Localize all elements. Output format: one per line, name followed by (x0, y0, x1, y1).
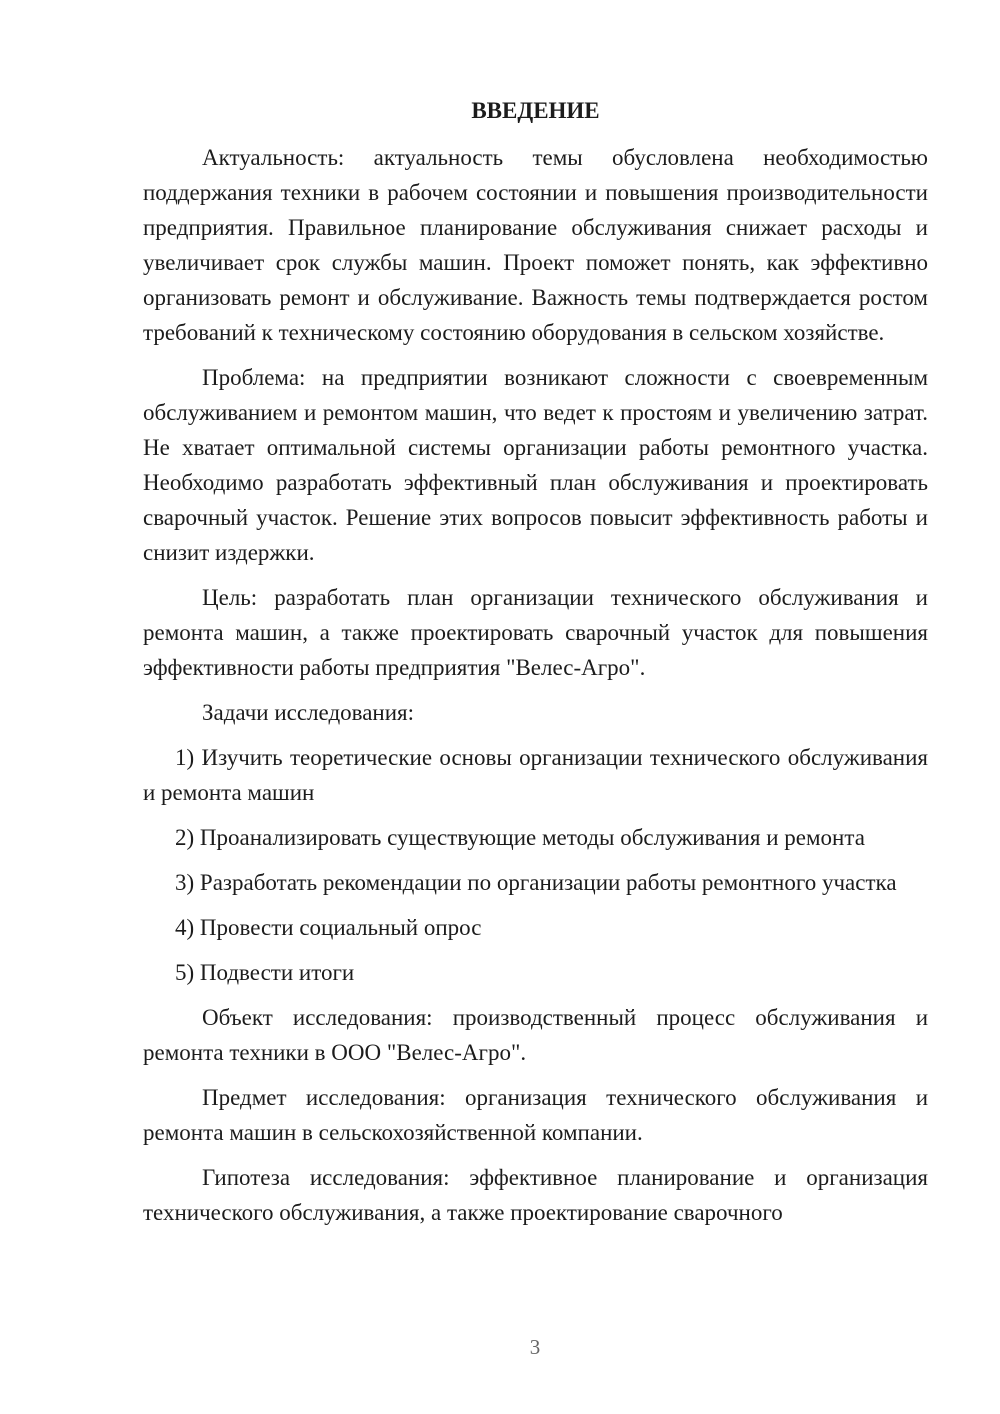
page-number: 3 (529, 1335, 541, 1359)
page-content (143, 93, 928, 1230)
task-item: 2) Проанализировать существующие методы обслуживания и ремонта (175, 825, 865, 850)
task-item: 1) Изучить теоретические основы организации технического обслуживания и ремонта машин (143, 745, 928, 805)
task-item: 5) Подвести итоги (175, 960, 355, 985)
problem-paragraph: Проблема: на предприятии возникают сложности с своевременным обслуживанием и ремонтом машин, что ведет к простоям и увеличению затрат. Не хватает оптимальной системы организации работы ремонтного участка. Необходимо разработать эффективный план обслуживания и проектировать сварочный участок. Решение этих вопросов повысит эффективность работы и снизит издержки. (143, 365, 928, 565)
hypothesis-paragraph: Гипотеза исследования: эффективное планирование и организация технического обслуживания, а также проектирование сварочного (143, 1165, 928, 1225)
task-item: 4) Провести социальный опрос (175, 915, 482, 940)
section-title: ВВЕДЕНИЕ (471, 98, 600, 123)
object-paragraph: Объект исследования: производственный процесс обслуживания и ремонта техники в ООО "Велес-Агро". (143, 1005, 928, 1065)
goal-paragraph: Цель: разработать план организации технического обслуживания и ремонта машин, а также проектировать сварочный участок для повышения эффективности работы предприятия "Велес-Агро". (143, 585, 928, 680)
subject-paragraph: Предмет исследования: организация технического обслуживания и ремонта машин в сельскохозяйственной компании. (143, 1085, 928, 1145)
task-item: 3) Разработать рекомендации по организации работы ремонтного участка (175, 870, 897, 895)
relevance-paragraph: Актуальность: актуальность темы обусловлена необходимостью поддержания техники в рабочем состоянии и повышения производительности предприятия. Правильное планирование обслуживания снижает расходы и увеличивает срок службы машин. Проект поможет понять, как эффективно организовать ремонт и обслуживание. Важность темы подтверждается ростом требований к техническому состоянию оборудования в сельском хозяйстве. (143, 145, 928, 345)
tasks-heading: Задачи исследования: (202, 700, 415, 725)
